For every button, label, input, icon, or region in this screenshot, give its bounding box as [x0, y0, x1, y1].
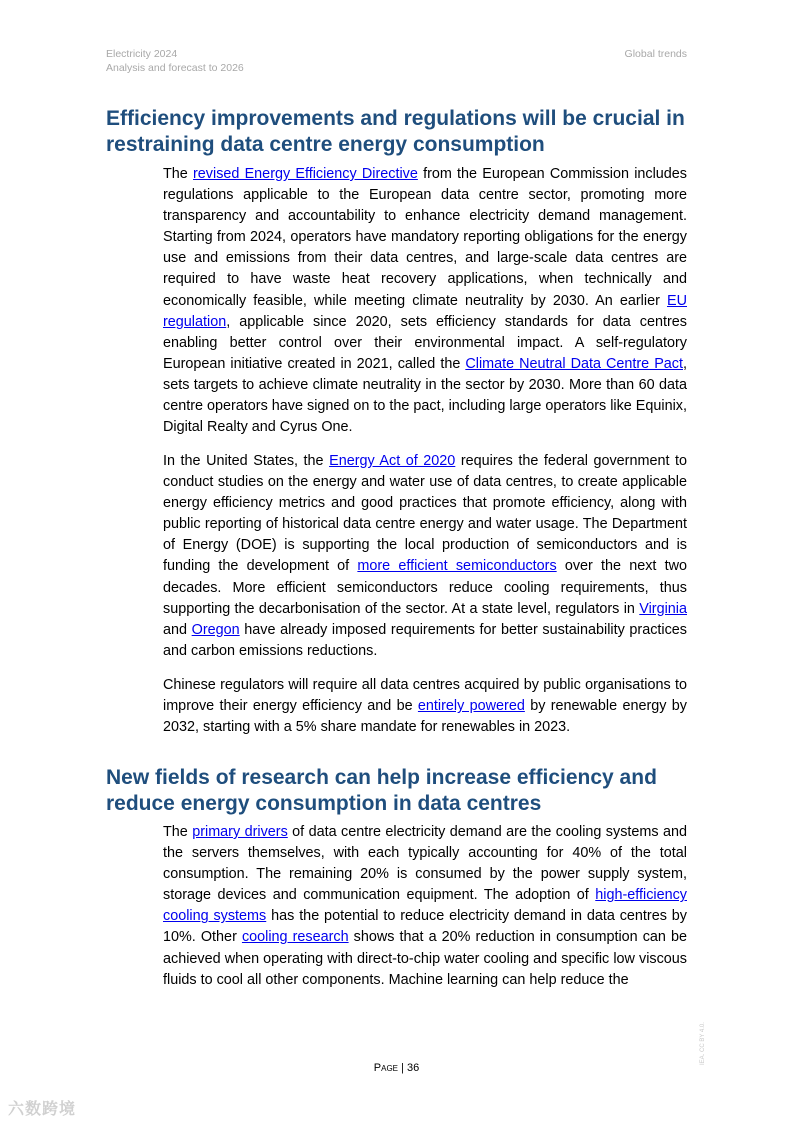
text: has the potential to reduce electricity demand in data centres by 10%. Other	[163, 908, 687, 946]
paragraph-china	[163, 675, 687, 738]
link-high-efficiency-cooling[interactable]: high-efficiency cooling systems	[163, 887, 687, 925]
link-primary-drivers[interactable]: primary drivers	[192, 824, 288, 840]
text: , sets targets to achieve climate neutrality in the sector by 2030. More than 60 data centre operators have signed on to the pact, including large operators like Equinix, Digital Realty and Cyrus One.	[163, 355, 687, 436]
text: over the next two decades. More efficient semiconductors reduce cooling requirements, thus supporting the decarbonisation of the sector. At a state level, regulators in	[163, 558, 687, 617]
link-oregon[interactable]: Oregon	[191, 621, 240, 638]
report-title: Electricity 2024	[106, 48, 178, 60]
text: Chinese regulators will require all data centres acquired by public organisations to improve their energy efficiency and be	[163, 677, 687, 715]
text: and	[163, 621, 192, 638]
text: requires the federal government to conduct studies on the energy and water use of data centres, to create applicable energy efficiency metrics and good practices that promote efficiency, along with public reporting of historical data centre energy and water usage. The Department of Energy (DOE) is supporting the local production of semiconductors and is funding the development of	[163, 453, 687, 575]
link-virginia[interactable]: Virginia	[639, 600, 687, 617]
report-subtitle: Analysis and forecast to 2026	[106, 62, 244, 74]
page-separator: |	[398, 1062, 407, 1074]
link-energy-act-2020[interactable]: Energy Act of 2020	[329, 453, 456, 469]
page-label: Page	[373, 1062, 398, 1074]
link-efficient-semiconductors[interactable]: more efficient semiconductors	[357, 558, 557, 575]
text: by renewable energy by 2032, starting with a 5% share mandate for renewables in 2023.	[163, 698, 687, 736]
text: have already imposed requirements for better sustainability practices and carbon emissions reductions.	[163, 621, 687, 659]
paragraph-united-states	[163, 451, 687, 662]
link-eu-regulation[interactable]: EU regulation	[163, 292, 687, 330]
text: In the United States, the	[163, 453, 330, 469]
link-energy-efficiency-directive[interactable]: revised Energy Efficiency Directive	[193, 166, 418, 182]
section-heading-research: New fields of research can help increase efficiency and reduce energy consumption in data centres	[106, 766, 657, 815]
paragraph-cooling	[163, 822, 687, 991]
section-heading-efficiency: Efficiency improvements and regulations will be crucial in restraining data centre energy consumption	[106, 107, 685, 156]
paragraph-eu-regulations	[163, 164, 687, 438]
watermark-logo: 六数跨境	[8, 1101, 77, 1118]
running-header-left	[106, 47, 244, 75]
license-notice: IEA. CC BY 4.0.	[700, 1022, 706, 1065]
text: shows that a 20% reduction in consumption can be achieved when operating with direct-to-chip water cooling and specific low viscous fluids to cool all other components. Machine learning can help reduce the	[163, 929, 688, 988]
text: The	[163, 824, 193, 840]
page-number: 36	[406, 1062, 420, 1074]
running-header-section: Global trends	[624, 48, 687, 60]
text: from the European Commission includes regulations applicable to the European data centre sector, promoting more transparency and accountability to enhance electricity demand management. Starting from 2024, operators have mandatory reporting obligations for the energy use and emissions from their data centres, and large-scale data centres are required to have waste heat recovery applications, when technically and economically feasible, while meeting climate neutrality by 2030. An earlier	[163, 166, 688, 309]
link-cooling-research[interactable]: cooling research	[241, 929, 349, 946]
link-entirely-powered[interactable]: entirely powered	[417, 698, 525, 715]
text: of data centre electricity demand are the cooling systems and the servers themselves, with each typically accounting for 40% of the total consumption. The remaining 20% is consumed by the power supply system, storage devices and communication equipment. The adoption of	[163, 824, 687, 904]
link-climate-neutral-pact[interactable]: Climate Neutral Data Centre Pact	[465, 355, 683, 372]
page-footer	[0, 1062, 793, 1074]
text: The	[163, 166, 193, 182]
text: , applicable since 2020, sets efficiency standards for data centres enabling better control over their environmental impact. A self-regulatory European initiative created in 2021, called the	[163, 313, 687, 372]
